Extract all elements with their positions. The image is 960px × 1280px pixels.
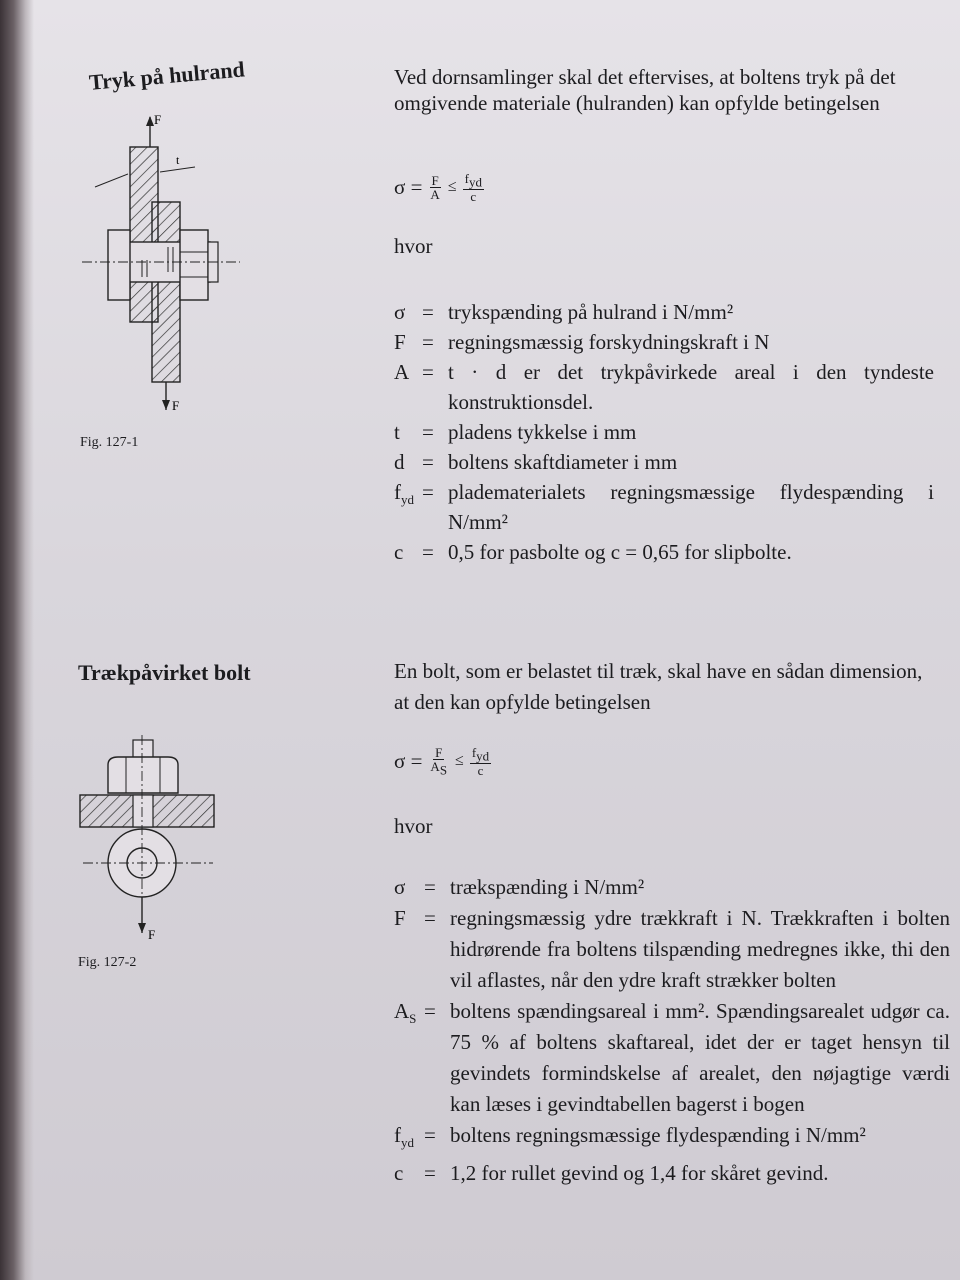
definition-row: A = t · d er det trykpåvirkede areal i den tyndeste konstruktionsdel. — [394, 360, 934, 414]
force-label: F — [148, 927, 156, 942]
section1-formula — [394, 172, 484, 203]
definition-row: σ = trykspænding på hulrand i N/mm² — [394, 300, 734, 324]
definition-row: c = 0,5 for pasbolte og c = 0,65 for slipbolte. — [394, 540, 792, 564]
section2-hvor: hvor — [394, 814, 433, 838]
formula-operator: ≤ — [447, 178, 457, 196]
section2-formula — [394, 746, 491, 777]
definition-row: σ = trækspænding i N/mm² — [394, 875, 645, 899]
thickness-label: t — [176, 153, 180, 167]
definition-row: t = pladens tykkelse i mm — [394, 420, 637, 444]
section2-definitions — [394, 872, 950, 1189]
section1-hvor: hvor — [394, 234, 433, 258]
definition-row: c = 1,2 for rullet gevind og 1,4 for skåret gevind. — [394, 1161, 829, 1186]
formula-fraction-fyd-over-c: $\frac{f_{yd}}{c}$ — [464, 171, 482, 204]
formula-operator: ≤ — [455, 752, 464, 770]
definition-row: $f_{yd}$ = pladematerialets regningsmæssige flydespænding i N/mm² — [394, 480, 934, 534]
definition-row: $f_{yd}$ = boltens regningsmæssige flydespænding i N/mm² — [394, 1123, 866, 1151]
definition-row: F = regningsmæssig ydre trækkraft i N. Trækkraften i bolten hidrørende fra boltens tilspænding medregnes ikke, thi den vil aflastes, når den ydre kraft strækker bolten — [394, 906, 950, 992]
figure-127-1-bolt-shear-diagram — [80, 112, 250, 412]
book-spine-shadow — [0, 0, 34, 1280]
section2-heading: Trækpåvirket bolt — [78, 660, 251, 685]
figure-127-1-caption: Fig. 127-1 — [80, 435, 139, 450]
section1-definitions — [394, 297, 934, 567]
definition-row: $A_S$ = boltens spændingsareal i mm². Spændingsarealet udgør ca. 75 % af boltens skaftareal, idet der er taget hensyn til gevindets formindskelse af arealet, den nøjagtige værdi kan læses i gevindtabellen bagerst i bogen — [394, 999, 950, 1116]
formula-lhs: σ = — [394, 748, 423, 773]
formula-fraction-fyd-over-c: $\frac{f_{yd}}{c}$ — [471, 745, 490, 778]
definition-row: F = regningsmæssig forskydningskraft i N — [394, 330, 770, 354]
figure-127-2-caption: Fig. 127-2 — [78, 955, 137, 970]
force-label-bottom: F — [172, 398, 180, 413]
figure-127-2-tension-bolt-diagram — [78, 735, 228, 945]
section2-intro: En bolt, som er belastet til træk, skal have en sådan dimension, at den kan opfylde betingelsen — [394, 659, 923, 714]
formula-fraction-F-over-A: $\frac{F}{A}$ — [430, 172, 440, 202]
formula-fraction-F-over-As: $\frac{F}{A_S}$ — [430, 745, 448, 778]
force-label-top: F — [154, 112, 162, 127]
section1-intro: Ved dornsamlinger skal det eftervises, at boltens tryk på det omgivende materiale (hulranden) kan opfylde betingelsen — [394, 65, 896, 115]
definition-row: d = boltens skaftdiameter i mm — [394, 450, 678, 474]
section1-heading: Tryk på hulrand — [88, 56, 246, 95]
formula-lhs: σ = — [394, 174, 423, 199]
